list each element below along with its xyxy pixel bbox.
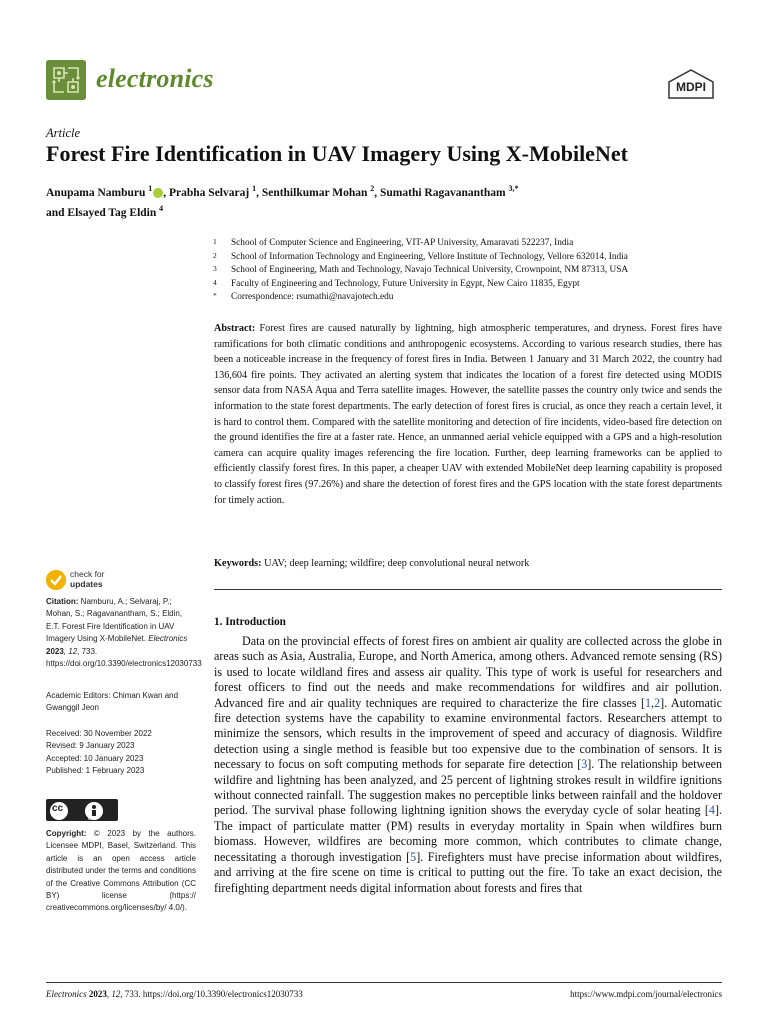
affiliations — [213, 237, 733, 305]
check-line2: updates — [70, 578, 103, 589]
date-received: Received: 30 November 2022 — [46, 729, 152, 738]
affiliation-text: School of Information Technology and Engineering, Vellore Institute of Technology, Vellore 632014, India — [231, 251, 628, 262]
affiliation-mark: 3 — [213, 264, 217, 273]
affiliation-text: School of Engineering, Math and Technology, Navajo Technical University, Crownpoint, NM 87313, USA — [231, 265, 629, 275]
citation-block — [46, 596, 202, 670]
author-name[interactable]: , Sumathi Ragavanantham — [374, 186, 509, 199]
footer-divider — [46, 982, 722, 983]
check-line1: check for — [70, 569, 105, 579]
reference-link[interactable]: 2 — [654, 695, 661, 710]
author-affil-mark: 1 — [148, 184, 153, 193]
article-title: Forest Fire Identification in UAV Imagery Using X-MobileNet — [46, 141, 628, 166]
abstract-text: Forest fires are caused naturally by lightning, high atmospheric temperatures, and dryness. Forest fires have ramifications for both climatic conditions and anthropogenic ecosystems. According to various research studies, there has been a noticeable increase in the frequency of forest fires in India. Between 1 January and 31 March 2022, the country had 136,604 fire points. They activated an alerting system that indicates the location of a forest fire detected using MODIS sensor data from NASA Aqua and Terra satellite images. However, the satellite passes the country only twice and sends the information to the state forest departments. The early detection of forest fires is crucial, as once they reach a certain level, it is hard to control them. Compared with the satellite monitoring and detection of fire incidents, video-based fire detection on the ground identifies the fire at a faster rate. Hence, an unmanned aerial vehicle equipped with a GPS and a high-resolution camera can acquire quality images referencing the fire location. Further, deep learning frameworks can be applied to efficiently classify forest fires. In this paper, a cheaper UAV with extended MobileNet deep learning capability is proposed to classify forest fires (97.26%) and share the detection of forest fires and the GPS location with the state forest departments for timely action. — [214, 323, 722, 506]
section-divider — [214, 589, 722, 590]
author-affil-mark: 2 — [370, 184, 375, 193]
correspondence — [213, 291, 733, 305]
affiliation-item — [213, 237, 733, 251]
date-published: Published: 1 February 2023 — [46, 766, 145, 776]
citation-volume: , 12 — [63, 646, 78, 656]
check-for-updates-link[interactable] — [70, 570, 105, 589]
keywords — [214, 556, 722, 571]
by-label: BY — [88, 816, 95, 822]
citation-journal: Electronics — [148, 634, 188, 644]
keywords-text: UAV; deep learning; wildfire; deep convolutional neural network — [261, 558, 530, 569]
date-revised: Revised: 9 January 2023 — [46, 741, 135, 751]
affiliation-text: Faculty of Engineering and Technology, Future University in Egypt, New Cairo 11835, Egypt — [231, 278, 580, 289]
author-list — [46, 181, 736, 221]
footer-volume: , 12 — [106, 989, 121, 999]
correspondence-text[interactable]: Correspondence: rsumathi@navajotech.edu — [231, 292, 394, 302]
section-heading-introduction: 1. Introduction — [214, 616, 286, 628]
cc-label: cc — [52, 803, 64, 814]
copyright-text: © 2023 by the authors. Licensee MDPI, Basel, Switzerland. This article is an open access article distributed under the terms and conditions of the Creative Commons Attribution (CC BY) license (https:// creativecommons.org/licenses/by/ 4.0/). — [46, 829, 196, 913]
reference-link[interactable]: 3 — [581, 757, 588, 772]
intro-text: ]. The impact of particulate matter (PM) results in everyday mortality in Spain when wildfires burn biomass. However, wildfires are becoming more common, which contributes to climate change, necessitating a thorough investigation [ — [214, 803, 722, 864]
reference-link[interactable]: 1 — [644, 695, 652, 710]
footer-citation — [46, 989, 303, 999]
intro-text: ]. Firefighters must have precise information about wildfires, and arriving at the fire scene on time is critical to putting out the fire. To take an exact decision, the firefighting department needs digital information about forests and fires that — [214, 849, 722, 895]
author-affil-mark: 1 — [252, 184, 257, 193]
citation-year: 2023 — [46, 646, 64, 656]
article-type: Article — [46, 126, 81, 140]
journal-name: electronics — [96, 64, 214, 93]
affiliation-mark: * — [213, 291, 217, 300]
citation-label: Citation: — [46, 597, 79, 606]
journal-logo-icon — [46, 60, 86, 100]
reference-link[interactable]: 5 — [410, 849, 417, 864]
footer-journal-url[interactable]: https://www.mdpi.com/journal/electronics — [570, 989, 722, 999]
mdpi-logo[interactable] — [665, 68, 717, 104]
affiliation-text: School of Computer Science and Engineering, VIT-AP University, Amaravati 522237, India — [231, 238, 574, 248]
affiliation-item — [213, 278, 733, 292]
copyright-block — [46, 828, 196, 915]
affiliation-mark: 1 — [213, 237, 217, 246]
abstract-label: Abstract: — [214, 323, 256, 334]
affiliation-mark: 4 — [213, 277, 217, 287]
mdpi-logo-text: MDPI — [676, 80, 706, 94]
author-affil-mark: 4 — [159, 203, 164, 213]
author-name[interactable]: , Senthilkumar Mohan — [256, 186, 371, 199]
orcid-icon[interactable] — [153, 188, 163, 198]
introduction-paragraph — [214, 634, 722, 896]
affiliation-item — [213, 264, 733, 278]
author-name[interactable]: Anupama Namburu — [46, 186, 149, 199]
footer-journal: Electronics — [46, 989, 87, 999]
keywords-label: Keywords: — [214, 558, 262, 569]
check-for-updates-icon[interactable] — [46, 570, 66, 590]
abstract — [214, 321, 722, 508]
footer-doi[interactable]: , 733. https://doi.org/10.3390/electronics12030733 — [120, 989, 303, 999]
academic-editors: Academic Editors: Chiman Kwan and Gwanggil Jeon — [46, 691, 179, 713]
citation-doi[interactable]: , 733. https://doi.org/10.3390/electronics12030733 — [46, 646, 202, 669]
affiliation-mark: 2 — [213, 250, 217, 260]
citation-text: Namburu, A.; Selvaraj, P.; Mohan, S.; Ragavanantham, S.; Eldin, E.T. Forest Fire Identification in UAV Imagery Using X-MobileNet. — [46, 597, 183, 644]
intro-text: Data on the provincial effects of forest fires on ambient air quality are collected across the globe in areas such as Asia, Australia, Europe, and North America, among others. Advanced remote sensing (RS) is used to locate wildland fires and assess air quality. This type of work is useful for researchers and forest officers to find out the needs and make recommendations for wildfires and air pollution. Advanced fire and air quality techniques are required to characterize the fire classes [ — [214, 634, 722, 710]
intro-text: ]. Automatic fire detection systems have the capability to examine environmental factors. Researchers attempt to minimize the sensors, which results in the improvement of speed and accuracy of diagnosis. Wildfire detection using a single method is feasible but too expensive due to the combination of sensors. It is necessary to focus on soft computing methods for separate fire detection [ — [214, 695, 722, 772]
dates-block — [46, 728, 196, 778]
author-affil-mark: 3,* — [508, 184, 519, 193]
author-name[interactable]: and Elsayed Tag Eldin — [46, 206, 160, 219]
intro-text: ]. The relationship between wildfire and lightning has been analyzed, and 25 percent of lightning strokes result in wildfire ignitions without connected rainfall. The suggestion makes no perceptible links between rainfall and the holdover period. The survival phase following lightning ignition shows the everyday cycle of solar heating [ — [214, 757, 722, 818]
date-accepted: Accepted: 10 January 2023 — [46, 753, 144, 763]
footer-year: 2023 — [86, 989, 107, 999]
reference-link[interactable]: 4 — [708, 803, 715, 818]
copyright-label: Copyright: — [46, 829, 87, 838]
affiliation-item — [213, 251, 733, 265]
author-name[interactable]: , Prabha Selvaraj — [163, 186, 253, 199]
intro-text: , — [651, 695, 655, 710]
